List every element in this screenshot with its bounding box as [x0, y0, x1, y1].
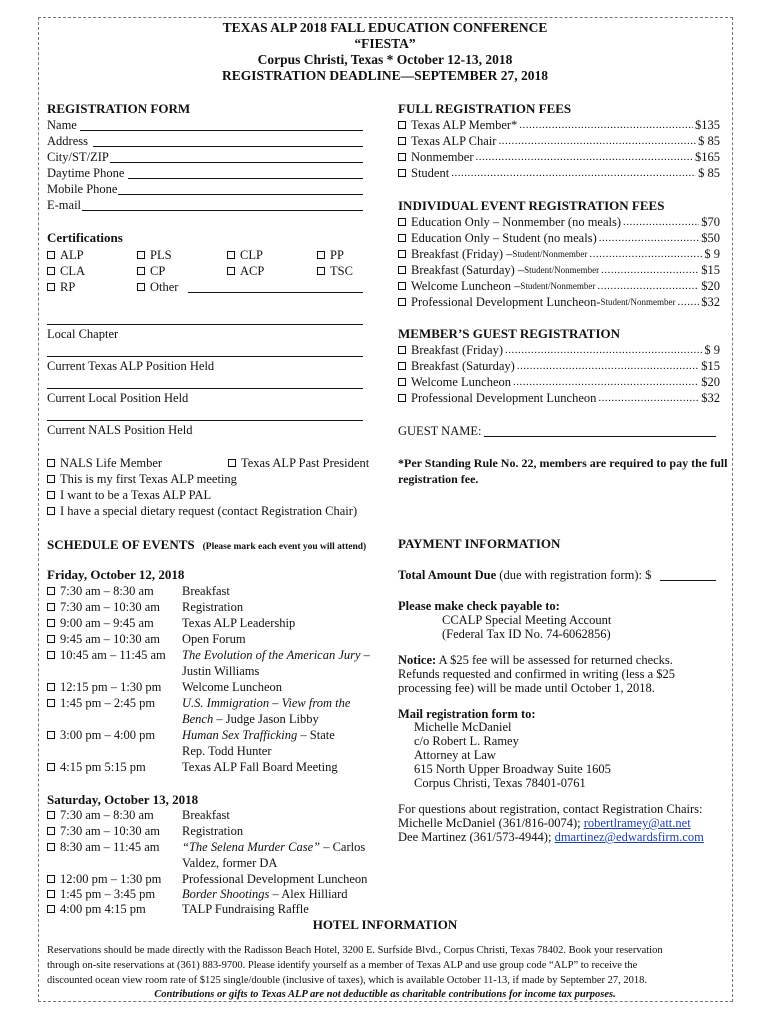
event-title-part: Human Sex Trafficking	[182, 728, 298, 742]
checkbox[interactable]	[398, 266, 406, 274]
total-amount-label: Total Amount Due	[398, 568, 497, 582]
contact-2-email-link[interactable]: dmartinez@edwardsfirm.com	[554, 830, 704, 844]
guest-fee-3[interactable]	[398, 374, 720, 390]
checkbox[interactable]	[47, 875, 55, 883]
city-input-line[interactable]	[110, 162, 363, 163]
sat-event-4: Professional Development Luncheon	[182, 872, 368, 886]
conference-title: TEXAS ALP 2018 FALL EDUCATION CONFERENCE	[222, 20, 548, 35]
total-amount-row	[398, 567, 651, 583]
checkbox[interactable]	[47, 905, 55, 913]
leader-dots	[451, 167, 696, 179]
mail-line-4: 615 North Upper Broadway Suite 1605	[414, 762, 611, 776]
fee-sublabel: Student/Nonmember	[520, 281, 596, 291]
cert-other-input-line[interactable]	[188, 292, 363, 293]
event-speaker: – Carlos	[320, 840, 366, 854]
nals-life-label: NALS Life Member	[60, 455, 163, 470]
fri-event-5: The Evolution of the American Jury –	[182, 648, 370, 662]
texas-position-input-line[interactable]	[47, 356, 363, 357]
fee-sublabel: Student/Nonmember	[524, 265, 600, 275]
notice-label: Notice:	[398, 653, 437, 667]
checkbox[interactable]	[317, 267, 325, 275]
time-label: 7:30 am – 10:30 am	[60, 824, 160, 838]
schedule-title: SCHEDULE OF EVENTS	[47, 537, 195, 552]
cert-clp[interactable]	[227, 247, 263, 263]
checkbox[interactable]	[398, 169, 406, 177]
time-label: 7:30 am – 10:30 am	[60, 600, 160, 614]
name-field-row	[47, 117, 77, 133]
checkbox[interactable]	[47, 507, 55, 515]
fri-event-5-speaker: Justin Williams	[182, 664, 260, 678]
fee-amount: $ 9	[704, 342, 720, 357]
fri-event-9-time[interactable]	[47, 760, 146, 775]
hotel-line-1: Reservations should be made directly with the Radisson Beach Hotel, 3200 E. Surfside Blvd., Corpus Christi, Texas 78402. Book your reservation	[47, 945, 663, 956]
conference-theme: “FIESTA”	[354, 36, 416, 51]
fee-amount: $50	[701, 230, 720, 245]
conference-location-date: Corpus Christi, Texas * October 12-13, 2018	[257, 52, 513, 67]
cert-pls-label: PLS	[150, 247, 172, 262]
checkbox[interactable]	[47, 475, 55, 483]
sat-event-1: Breakfast	[182, 808, 230, 822]
sat-event-5	[182, 887, 348, 902]
local-chapter-input-line[interactable]	[47, 324, 363, 325]
event-fee-1[interactable]	[398, 214, 720, 230]
nals-position-input-line[interactable]	[47, 420, 363, 421]
cert-pp[interactable]	[317, 247, 344, 263]
address-field-label: Address	[47, 133, 88, 148]
fee-label: Education Only – Nonmember (no meals)	[411, 214, 622, 229]
sat-event-3-time[interactable]	[47, 840, 160, 855]
checkbox[interactable]	[47, 459, 55, 467]
fee-chair[interactable]	[398, 133, 720, 149]
first-meeting-check[interactable]	[47, 471, 237, 487]
time-label: 10:45 am – 11:45 am	[60, 648, 166, 662]
fee-sublabel: Student/Nonmember	[600, 297, 676, 307]
event-fee-2[interactable]	[398, 230, 720, 246]
fee-label: Texas ALP Member*	[411, 117, 518, 132]
fri-event-2-time[interactable]	[47, 600, 160, 615]
fee-sublabel: Student/Nonmember	[512, 249, 588, 259]
first-meeting-label: This is my first Texas ALP meeting	[60, 471, 237, 486]
event-fees-title: INDIVIDUAL EVENT REGISTRATION FEES	[398, 198, 665, 213]
dietary-label: I have a special dietary request (contact Registration Chair)	[60, 503, 358, 518]
time-label: 1:45 pm – 2:45 pm	[60, 696, 156, 710]
sat-event-5-time[interactable]	[47, 887, 155, 902]
fri-event-5-time[interactable]	[47, 648, 166, 663]
cert-rp-label: RP	[60, 279, 76, 294]
registration-deadline: REGISTRATION DEADLINE—SEPTEMBER 27, 2018	[221, 68, 549, 83]
leader-dots	[513, 376, 699, 388]
tax-deductible-note: Contributions or gifts to Texas ALP are not deductible as charitable contributions for income tax purposes.	[154, 989, 616, 1000]
fee-amount: $15	[701, 358, 720, 373]
guest-fee-1[interactable]	[398, 342, 720, 358]
checkbox[interactable]	[227, 251, 235, 259]
fee-label: Welcome Luncheon	[411, 374, 511, 389]
checkbox[interactable]	[398, 153, 406, 161]
hotel-line-2: through on-site reservations at (361) 883-9700. Please identify yourself as a member of Texas ALP and use group code “ALP” to receive the	[47, 960, 638, 971]
daytime-phone-label: Daytime Phone	[47, 165, 125, 180]
checkbox[interactable]	[47, 827, 55, 835]
time-label: 4:15 pm 5:15 pm	[60, 760, 146, 774]
mail-line-2: c/o Robert L. Ramey	[414, 734, 519, 748]
cert-alp[interactable]	[47, 247, 84, 263]
fri-event-7-line2	[182, 712, 319, 727]
guest-fee-2[interactable]	[398, 358, 720, 374]
mobile-phone-row	[47, 181, 117, 197]
event-title-part: “The Selena Murder Case”	[182, 840, 321, 854]
time-label: 12:15 pm – 1:30 pm	[60, 680, 162, 694]
fee-label: Breakfast (Saturday) –	[411, 262, 525, 277]
sat-event-3-speaker: Valdez, former DA	[182, 856, 278, 870]
email-label: E-mail	[47, 197, 82, 212]
fee-label: Breakfast (Friday)	[411, 342, 503, 357]
fri-event-2: Registration	[182, 600, 244, 614]
fri-event-9: Texas ALP Fall Board Meeting	[182, 760, 338, 774]
cert-cp-label: CP	[150, 263, 166, 278]
checkbox[interactable]	[47, 603, 55, 611]
fee-label: Breakfast (Saturday)	[411, 358, 515, 373]
pal-label: I want to be a Texas ALP PAL	[60, 487, 212, 502]
fee-amount: $70	[701, 214, 720, 229]
fee-amount: $ 9	[704, 246, 720, 261]
cert-tsc[interactable]	[317, 263, 353, 279]
guest-name-label: GUEST NAME:	[398, 424, 482, 438]
checkbox[interactable]	[47, 843, 55, 851]
guest-registration-title: MEMBER’S GUEST REGISTRATION	[398, 326, 621, 341]
fri-event-8-time[interactable]	[47, 728, 155, 743]
leader-dots	[519, 119, 693, 131]
leader-dots	[475, 151, 693, 163]
checkbox[interactable]	[137, 283, 145, 291]
checkbox[interactable]	[137, 251, 145, 259]
cert-other[interactable]	[137, 279, 178, 295]
time-label: 8:30 am – 11:45 am	[60, 840, 160, 854]
friday-title: Friday, October 12, 2018	[47, 567, 185, 582]
fri-event-3: Texas ALP Leadership	[182, 616, 296, 630]
nals-life-member-check[interactable]	[47, 455, 162, 471]
email-input-line[interactable]	[82, 210, 363, 211]
fee-amount: $15	[701, 262, 720, 277]
cert-cla[interactable]	[47, 263, 85, 279]
time-label: 9:00 am – 9:45 am	[60, 616, 154, 630]
time-label: 12:00 pm – 1:30 pm	[60, 872, 162, 886]
local-chapter-label: Local Chapter	[47, 327, 119, 341]
fri-event-3-time[interactable]	[47, 616, 154, 631]
event-fee-6[interactable]	[398, 294, 720, 310]
checkbox[interactable]	[47, 699, 55, 707]
event-title-part: Border Shootings	[182, 887, 270, 901]
fee-member[interactable]	[398, 117, 720, 133]
fee-amount: $20	[701, 374, 720, 389]
fee-amount: $ 85	[698, 133, 720, 148]
cert-cp[interactable]	[137, 263, 165, 279]
city-field-label: City/ST/ZIP	[47, 149, 109, 164]
checkbox[interactable]	[47, 251, 55, 259]
fee-label: Breakfast (Friday) –	[411, 246, 513, 261]
checkbox[interactable]	[47, 635, 55, 643]
fri-event-1-time[interactable]	[47, 584, 154, 599]
fri-event-6-time[interactable]	[47, 680, 161, 695]
cert-alp-label: ALP	[60, 247, 84, 262]
checkbox[interactable]	[47, 651, 55, 659]
sat-event-2: Registration	[182, 824, 244, 838]
daytime-phone-input-line[interactable]	[128, 178, 363, 179]
event-fee-5[interactable]	[398, 278, 720, 294]
time-label: 1:45 pm – 3:45 pm	[60, 887, 156, 901]
hotel-title: HOTEL INFORMATION	[312, 917, 458, 932]
checkbox[interactable]	[47, 890, 55, 898]
cert-acp[interactable]	[227, 263, 264, 279]
address-field-row	[47, 133, 88, 149]
event-title-part: Bench	[182, 712, 214, 726]
checkbox[interactable]	[398, 121, 406, 129]
event-fee-3[interactable]	[398, 246, 720, 262]
schedule-note: (Please mark each event you will attend)	[202, 542, 367, 552]
leader-dots	[517, 360, 699, 372]
fee-amount: $135	[695, 117, 720, 132]
time-label: 3:00 pm – 4:00 pm	[60, 728, 156, 742]
fri-event-8	[182, 728, 335, 743]
sat-event-6: TALP Fundraising Raffle	[182, 902, 309, 916]
fee-student[interactable]	[398, 165, 720, 181]
leader-dots	[505, 344, 702, 356]
leader-dots	[623, 216, 699, 228]
checkbox[interactable]	[317, 251, 325, 259]
checkbox[interactable]	[47, 731, 55, 739]
mail-title: Mail registration form to:	[398, 707, 536, 721]
fee-amount: $32	[701, 390, 720, 405]
checkbox[interactable]	[398, 362, 406, 370]
sat-event-6-time[interactable]	[47, 902, 146, 917]
local-position-label: Current Local Position Held	[47, 391, 189, 405]
fee-nonmember[interactable]	[398, 149, 720, 165]
fri-event-8-speaker: Rep. Todd Hunter	[182, 744, 272, 758]
checkbox[interactable]	[47, 763, 55, 771]
checkbox[interactable]	[398, 394, 406, 402]
cert-rp[interactable]	[47, 279, 75, 295]
name-field-label: Name	[47, 117, 77, 132]
mail-line-5: Corpus Christi, Texas 78401-0761	[414, 776, 586, 790]
leader-dots	[498, 135, 696, 147]
sat-event-3	[182, 840, 365, 855]
contact-1-text: Michelle McDaniel (361/816-0074);	[398, 816, 584, 830]
address-input-line[interactable]	[93, 146, 363, 147]
time-label: 7:30 am – 8:30 am	[60, 584, 154, 598]
leader-dots	[601, 264, 699, 276]
local-position-input-line[interactable]	[47, 388, 363, 389]
checkbox[interactable]	[47, 683, 55, 691]
checkbox[interactable]	[398, 346, 406, 354]
past-president-check[interactable]	[228, 455, 369, 471]
fee-label: Education Only – Student (no meals)	[411, 230, 597, 245]
leader-dots	[589, 248, 702, 260]
checkbox[interactable]	[47, 587, 55, 595]
fee-amount: $32	[701, 294, 720, 309]
guest-name-input-line[interactable]	[484, 436, 716, 437]
fee-amount: $20	[701, 278, 720, 293]
fee-label: Student	[411, 165, 450, 180]
event-speaker: – Judge Jason Libby	[213, 712, 319, 726]
fri-event-4-time[interactable]	[47, 632, 160, 647]
event-speaker: – State	[297, 728, 335, 742]
fee-amount: $ 85	[698, 165, 720, 180]
sat-event-1-time[interactable]	[47, 808, 154, 823]
mobile-phone-input-line[interactable]	[118, 194, 363, 195]
fri-event-7-time[interactable]	[47, 696, 155, 711]
cert-cla-label: CLA	[60, 263, 85, 278]
checkbox[interactable]	[398, 282, 406, 290]
cert-other-label: Other	[150, 279, 179, 294]
past-president-label: Texas ALP Past President	[241, 455, 370, 470]
total-amount-note: (due with registration form): $	[496, 568, 652, 582]
fee-label: Welcome Luncheon –	[411, 278, 521, 293]
checkbox[interactable]	[227, 267, 235, 275]
cert-tsc-label: TSC	[330, 263, 353, 278]
notice-text: A $25 fee will be assessed for returned checks.	[436, 653, 673, 667]
registration-form-title: REGISTRATION FORM	[47, 101, 191, 116]
checkbox[interactable]	[398, 250, 406, 258]
contact-2-text: Dee Martinez (361/573-4944);	[398, 830, 555, 844]
fri-event-7: U.S. Immigration – View from the	[182, 696, 351, 710]
checkbox[interactable]	[47, 811, 55, 819]
check-payable-title: Please make check payable to:	[398, 599, 560, 613]
standing-rule-note: *Per Standing Rule No. 22, members are required to pay the full registration fee.	[398, 456, 728, 486]
leader-dots	[599, 232, 700, 244]
checkbox[interactable]	[47, 267, 55, 275]
fee-label: Professional Development Luncheon-	[411, 294, 601, 309]
leader-dots	[678, 296, 700, 308]
sat-event-4-time[interactable]	[47, 872, 161, 887]
fri-event-4: Open Forum	[182, 632, 246, 646]
event-speaker: – Alex Hilliard	[269, 887, 348, 901]
mobile-phone-label: Mobile Phone	[47, 181, 118, 196]
cert-clp-label: CLP	[240, 247, 263, 262]
checkbox[interactable]	[137, 267, 145, 275]
name-input-line[interactable]	[80, 130, 363, 131]
contact-1-email-link[interactable]: robertlramey@att.net	[583, 816, 691, 830]
nals-position-label: Current NALS Position Held	[47, 423, 193, 437]
checkbox[interactable]	[398, 298, 406, 306]
fee-amount: $165	[695, 149, 720, 164]
leader-dots	[597, 280, 699, 292]
saturday-title: Saturday, October 13, 2018	[47, 792, 199, 807]
checkbox[interactable]	[398, 137, 406, 145]
payment-title: PAYMENT INFORMATION	[398, 536, 561, 551]
mail-line-1: Michelle McDaniel	[414, 720, 512, 734]
total-amount-input-line[interactable]	[660, 580, 716, 581]
dietary-check[interactable]	[47, 503, 357, 519]
checkbox[interactable]	[398, 234, 406, 242]
event-fee-4[interactable]	[398, 262, 720, 278]
time-label: 4:00 pm 4:15 pm	[60, 902, 146, 916]
pal-check[interactable]	[47, 487, 211, 503]
fri-event-6: Welcome Luncheon	[182, 680, 282, 694]
checkbox[interactable]	[398, 218, 406, 226]
city-field-row	[47, 149, 109, 165]
checkbox[interactable]	[47, 283, 55, 291]
checkbox[interactable]	[228, 459, 236, 467]
full-fees-title: FULL REGISTRATION FEES	[398, 101, 572, 116]
cert-pp-label: PP	[330, 247, 344, 262]
mail-line-3: Attorney at Law	[414, 748, 496, 762]
check-tax-id: (Federal Tax ID No. 74-6062856)	[442, 627, 611, 641]
checkbox[interactable]	[47, 491, 55, 499]
cert-acp-label: ACP	[240, 263, 265, 278]
certifications-title: Certifications	[47, 230, 123, 245]
fee-label: Texas ALP Chair	[411, 133, 497, 148]
cert-pls[interactable]	[137, 247, 172, 263]
fee-label: Nonmember	[411, 149, 474, 164]
notice-line-3: processing fee) will be made until October 1, 2018.	[398, 681, 655, 695]
sat-event-2-time[interactable]	[47, 824, 160, 839]
time-label: 7:30 am – 8:30 am	[60, 808, 154, 822]
notice-line-2: Refunds requested and confirmed in writing (less a $25	[398, 667, 676, 681]
texas-position-label: Current Texas ALP Position Held	[47, 359, 215, 373]
check-account: CCALP Special Meeting Account	[442, 613, 612, 627]
leader-dots	[598, 392, 699, 404]
time-label: 9:45 am – 10:30 am	[60, 632, 160, 646]
contact-2	[398, 829, 704, 845]
questions-line: For questions about registration, contact Registration Chairs:	[398, 802, 703, 816]
daytime-phone-row	[47, 165, 124, 181]
fee-label: Professional Development Luncheon	[411, 390, 597, 405]
checkbox[interactable]	[398, 378, 406, 386]
guest-fee-4[interactable]	[398, 390, 720, 406]
schedule-header	[47, 536, 366, 554]
fri-event-1: Breakfast	[182, 584, 230, 598]
checkbox[interactable]	[47, 619, 55, 627]
email-row	[47, 197, 81, 213]
hotel-line-3: discounted ocean view room rate of $125 single/double (inclusive of taxes), which is available October 11-13, if made by September 27, 2018.	[47, 975, 647, 986]
